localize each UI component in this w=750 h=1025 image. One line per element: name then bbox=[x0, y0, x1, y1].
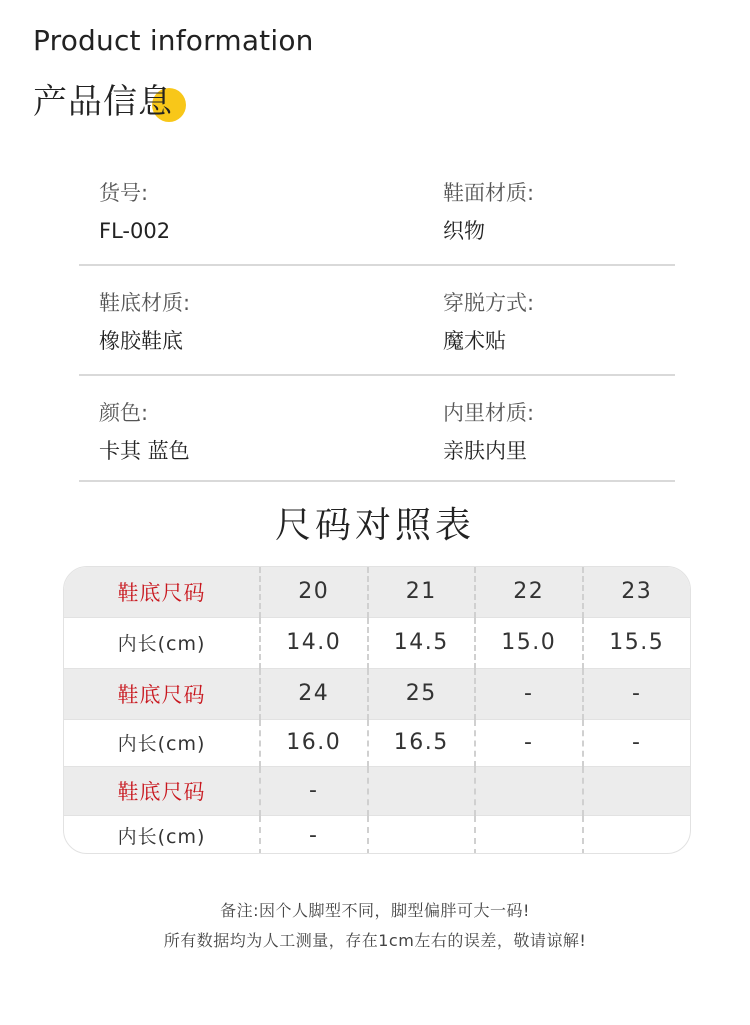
info-label: 鞋底材质: bbox=[99, 291, 191, 315]
info-item-color bbox=[99, 398, 190, 466]
table-cell: - bbox=[583, 719, 691, 766]
info-label: 鞋面材质: bbox=[443, 181, 535, 205]
table-cell: - bbox=[475, 719, 583, 766]
table-cell bbox=[368, 815, 476, 854]
notes bbox=[0, 896, 750, 956]
table-cell: 16.0 bbox=[260, 719, 368, 766]
table-cell: 24 bbox=[260, 668, 368, 719]
inner-length-label: 内长(cm) bbox=[64, 617, 260, 668]
size-chart-table bbox=[63, 566, 691, 854]
table-cell: 25 bbox=[368, 668, 476, 719]
table-cell: 21 bbox=[368, 567, 476, 617]
info-label: 货号: bbox=[99, 181, 149, 205]
table-row bbox=[64, 567, 690, 617]
info-value: 魔术贴 bbox=[443, 329, 506, 353]
note-line: 备注:因个人脚型不同，脚型偏胖可大一码! bbox=[220, 901, 530, 920]
table-cell: 22 bbox=[475, 567, 583, 617]
table-cell: 23 bbox=[583, 567, 691, 617]
table-row bbox=[64, 668, 690, 719]
info-value: 橡胶鞋底 bbox=[99, 329, 183, 353]
info-item-closure bbox=[443, 288, 534, 356]
table-cell: - bbox=[260, 815, 368, 854]
table-cell bbox=[583, 815, 691, 854]
info-value: 织物 bbox=[443, 219, 485, 243]
table-row bbox=[64, 766, 690, 815]
table-cell bbox=[475, 815, 583, 854]
table-cell bbox=[368, 766, 476, 815]
table-cell: - bbox=[583, 668, 691, 719]
info-item-item-number bbox=[99, 178, 170, 246]
table-cell: 14.0 bbox=[260, 617, 368, 668]
inner-length-label: 内长(cm) bbox=[64, 815, 260, 854]
info-row bbox=[79, 266, 675, 376]
table-cell: 14.5 bbox=[368, 617, 476, 668]
info-label: 颜色: bbox=[99, 401, 149, 425]
table-cell: 15.0 bbox=[475, 617, 583, 668]
table-cell bbox=[475, 766, 583, 815]
info-row bbox=[79, 376, 675, 482]
info-label: 穿脱方式: bbox=[443, 291, 535, 315]
heading-chinese: 产品信息 bbox=[33, 82, 173, 122]
table-row bbox=[64, 719, 690, 766]
table-cell: 16.5 bbox=[368, 719, 476, 766]
sole-size-label: 鞋底尺码 bbox=[64, 668, 260, 719]
info-item-sole-material bbox=[99, 288, 190, 356]
table-cell: - bbox=[260, 766, 368, 815]
table-row bbox=[64, 815, 690, 854]
info-label: 内里材质: bbox=[443, 401, 535, 425]
info-item-lining bbox=[443, 398, 534, 466]
sole-size-label: 鞋底尺码 bbox=[64, 567, 260, 617]
table-cell: 20 bbox=[260, 567, 368, 617]
heading-english: Product information bbox=[33, 24, 314, 57]
info-value: 亲肤内里 bbox=[443, 439, 527, 463]
inner-length-label: 内长(cm) bbox=[64, 719, 260, 766]
info-item-upper-material bbox=[443, 178, 534, 246]
product-info-grid bbox=[79, 156, 675, 482]
info-value: 卡其 蓝色 bbox=[99, 439, 190, 463]
table-cell: 15.5 bbox=[583, 617, 691, 668]
table-cell: - bbox=[475, 668, 583, 719]
note-line: 所有数据均为人工测量，存在1cm左右的误差，敬请谅解! bbox=[163, 931, 587, 950]
info-value: FL-002 bbox=[99, 219, 171, 243]
sole-size-label: 鞋底尺码 bbox=[64, 766, 260, 815]
table-cell bbox=[583, 766, 691, 815]
size-chart-title: 尺码对照表 bbox=[274, 505, 475, 546]
table-row bbox=[64, 617, 690, 668]
info-row bbox=[79, 156, 675, 266]
